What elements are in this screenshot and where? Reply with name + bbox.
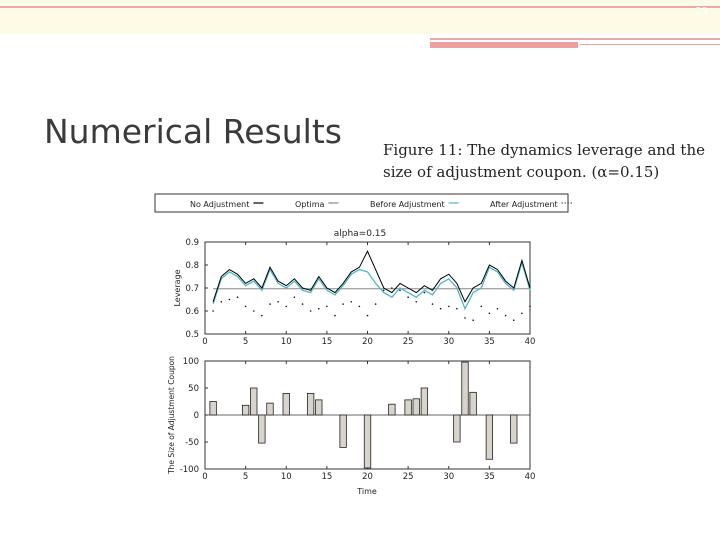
top-series — [212, 251, 530, 321]
bottom-y-tick-label: 0 — [193, 411, 199, 421]
coupon-bar — [486, 415, 493, 459]
legend-entry-3: After Adjustment — [490, 200, 558, 209]
coupon-bar — [421, 388, 428, 415]
bottom-y-tick-label: -50 — [185, 438, 199, 448]
coupon-bar — [470, 392, 477, 415]
bottom-y-tick-label: -100 — [179, 465, 199, 475]
top-x-tick-label: 20 — [362, 337, 373, 347]
decor-line-top — [0, 6, 720, 8]
after-adjustment-point — [432, 303, 434, 305]
after-adjustment-point — [407, 296, 409, 298]
after-adjustment-point — [464, 317, 466, 319]
after-adjustment-point — [294, 296, 296, 298]
after-adjustment-point — [342, 303, 344, 305]
bottom-x-tick-label: 30 — [443, 472, 455, 482]
top-chart-title: alpha=0.15 — [333, 229, 387, 239]
top-x-tick-label: 15 — [321, 337, 333, 347]
coupon-bar — [454, 415, 461, 442]
bottom-x-axis-label: Time — [357, 487, 377, 496]
coupon-bar — [283, 393, 290, 415]
bottom-axis-ticks — [180, 357, 536, 482]
top-x-tick-label: 0 — [202, 337, 208, 347]
series-line-before-adjustment — [213, 263, 530, 309]
slide-title: Numerical Results — [44, 112, 342, 151]
coupon-bar — [307, 393, 314, 415]
top-y-tick-label: 0.8 — [185, 261, 199, 271]
bottom-y-tick-label: 100 — [182, 357, 199, 367]
after-adjustment-point — [367, 315, 369, 317]
top-x-tick-label: 5 — [242, 337, 249, 347]
decor-line-mid — [430, 38, 720, 40]
after-adjustment-point — [220, 301, 222, 303]
series-line-no-adjustment — [213, 251, 530, 302]
after-adjustment-point — [229, 299, 231, 301]
top-x-tick-label: 10 — [280, 337, 292, 347]
top-y-tick-label: 0.7 — [185, 284, 199, 294]
after-adjustment-point — [505, 315, 507, 317]
after-adjustment-point — [521, 313, 523, 315]
after-adjustment-point — [472, 319, 474, 321]
legend-entry-0: No Adjustment — [190, 200, 250, 209]
bottom-x-tick-label: 35 — [483, 472, 495, 482]
coupon-bar — [242, 405, 249, 415]
legend-entry-1: Optima — [295, 200, 325, 209]
after-adjustment-point — [269, 303, 271, 305]
after-adjustment-point — [529, 306, 531, 308]
after-adjustment-point — [513, 319, 515, 321]
after-adjustment-point — [310, 310, 312, 312]
bottom-x-tick-label: 15 — [321, 472, 333, 482]
after-adjustment-point — [237, 296, 239, 298]
coupon-bar — [316, 400, 323, 415]
top-x-tick-label: 35 — [483, 337, 495, 347]
top-x-tick-label: 40 — [524, 337, 536, 347]
after-adjustment-point — [359, 306, 361, 308]
after-adjustment-point — [424, 292, 426, 294]
after-adjustment-point — [326, 306, 328, 308]
top-y-tick-label: 0.9 — [185, 238, 199, 248]
after-adjustment-point — [480, 306, 482, 308]
after-adjustment-point — [261, 315, 263, 317]
figure-chart — [150, 190, 575, 500]
bottom-x-tick-label: 5 — [242, 472, 249, 482]
after-adjustment-point — [302, 303, 304, 305]
coupon-bar — [210, 402, 217, 416]
coupon-bar — [389, 404, 396, 415]
coupon-bar — [259, 415, 266, 443]
after-adjustment-point — [440, 308, 442, 310]
after-adjustment-point — [318, 308, 320, 310]
bottom-x-tick-label: 20 — [362, 472, 373, 482]
top-y-tick-label: 0.6 — [185, 307, 199, 317]
page-number: 29 — [695, 6, 708, 17]
after-adjustment-point — [497, 308, 499, 310]
legend — [190, 200, 572, 209]
after-adjustment-point — [277, 301, 279, 303]
legend-entry-2: Before Adjustment — [370, 200, 445, 209]
after-adjustment-point — [383, 290, 385, 292]
coupon-bar — [462, 362, 469, 415]
after-adjustment-point — [391, 287, 393, 289]
after-adjustment-point — [334, 315, 336, 317]
top-x-tick-label: 25 — [402, 337, 414, 347]
decor-line-short — [580, 44, 720, 45]
bottom-y-tick-label: 50 — [188, 384, 199, 394]
after-adjustment-point — [456, 308, 458, 310]
after-adjustment-point — [253, 310, 255, 312]
coupon-bar — [405, 400, 412, 415]
after-adjustment-point — [350, 301, 352, 303]
coupon-bar — [340, 415, 347, 447]
coupon-bar — [511, 415, 518, 443]
after-adjustment-point — [212, 310, 214, 312]
top-y-tick-label: 0.5 — [185, 330, 199, 340]
top-axis-ticks — [185, 238, 535, 347]
decor-block — [430, 42, 578, 48]
after-adjustment-point — [375, 303, 377, 305]
top-y-axis-label: Leverage — [173, 269, 182, 307]
after-adjustment-point — [415, 301, 417, 303]
top-x-tick-label: 30 — [443, 337, 455, 347]
coupon-bar — [364, 415, 371, 468]
after-adjustment-point — [399, 290, 401, 292]
coupon-bar — [251, 388, 258, 415]
figure-caption: Figure 11: The dynamics leverage and the size of adjustment coupon. (α=0.15) — [383, 141, 705, 181]
bottom-x-tick-label: 40 — [524, 472, 536, 482]
bottom-y-axis-label: The Size of Adjustment Coupon — [167, 356, 176, 474]
after-adjustment-point — [285, 306, 287, 308]
coupon-bar — [267, 403, 274, 415]
after-adjustment-point — [448, 306, 450, 308]
coupon-bar — [413, 399, 420, 415]
after-adjustment-point — [245, 306, 247, 308]
after-adjustment-point — [489, 313, 491, 315]
bottom-x-tick-label: 10 — [280, 472, 292, 482]
bottom-x-tick-label: 0 — [202, 472, 208, 482]
bottom-x-tick-label: 25 — [402, 472, 414, 482]
